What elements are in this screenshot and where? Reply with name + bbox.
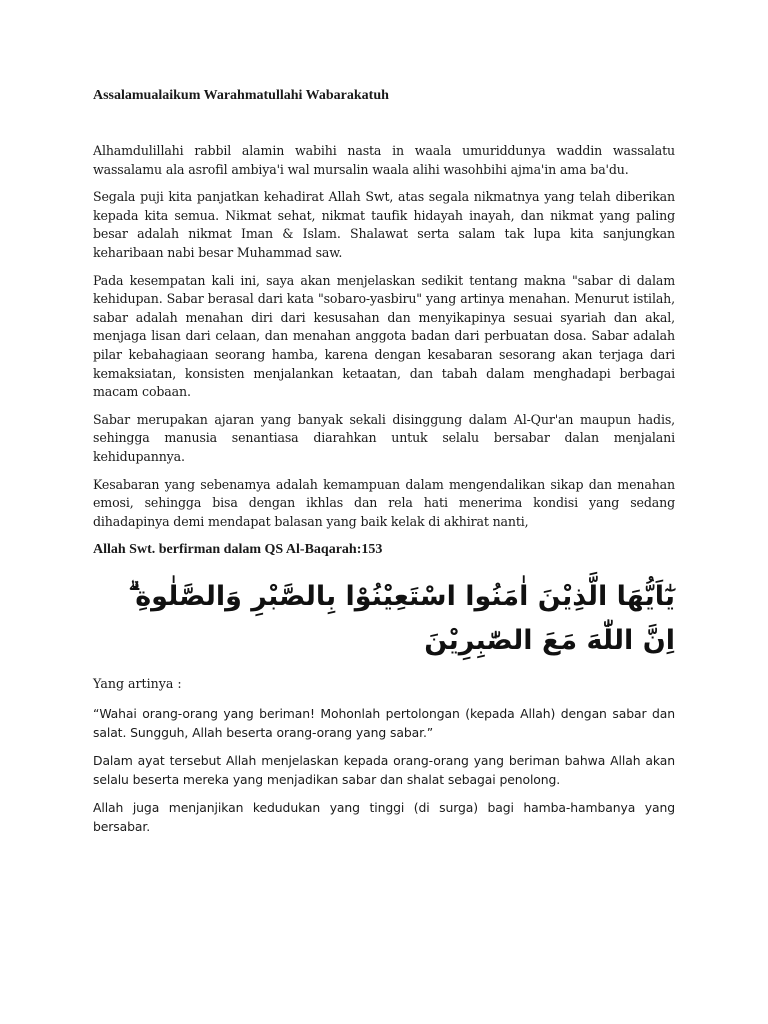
greeting-heading: Assalamualaikum Warahmatullahi Wabarakatuh: [93, 88, 389, 103]
explanation-paragraph: Dalam ayat tersebut Allah menjelaskan kepada orang-orang yang beriman bahwa Allah akan selalu beserta mereka yang menjadikan sabar dan shalat sebagai penolong.: [93, 752, 675, 787]
meaning-label: Yang artinya :: [93, 676, 182, 692]
quran-hadith-paragraph: Sabar merupakan ajaran yang banyak sekali disinggung dalam Al-Qur'an maupun hadis, sehingga manusia senantiasa diarahkan untuk selalu bersabar dalan menjalani kehidupannya.: [93, 411, 675, 464]
patience-definition-paragraph: Pada kesempatan kali ini, saya akan menjelaskan sedikit tentang makna "sabar di dalam kehidupan. Sabar berasal dari kata "sobaro-yasbiru" yang artinya menahan. Menurut istilah, sabar adalah menahan diri dari kesusahan dan menyikapinya sesuai syariah dan akal, menjaga lisan dari celaan, dan menahan anggota badan dari perbuatan dosa. Sabar adalah pilar kebahagiaan seorang hamba, karena dengan kesabaran sesorang akan terjaga dari kemaksiatan, konsisten menjalankan ketaatan, dan tabah dalam menghadapi berbagai macam cobaan.: [93, 272, 675, 400]
verse-translation: “Wahai orang-orang yang beriman! Mohonlah pertolongan (kepada Allah) dengan sabar dan salat. Sungguh, Allah beserta orang-orang yang sabar.”: [93, 705, 675, 740]
document-page: [93, 86, 675, 845]
verse-heading: Allah Swt. berfirman dalam QS Al-Baqarah:153: [93, 542, 383, 558]
opening-paragraph: Alhamdulillahi rabbil alamin wabihi nasta in waala umuriddunya waddin wassalatu wassalamu ala asrofil ambiya'i wal mursalin waala alihi wasohbihi ajma'in ama ba'du.: [93, 143, 675, 177]
arabic-verse: يٰٓاَيُّهَا الَّذِيْنَ اٰمَنُوا اسْتَعِيْنُوْا بِالصَّبْرِ وَالصَّلٰوةِ ۗ اِنَّ اللّٰهَ مَعَ الصّٰبِرِيْنَ: [128, 581, 675, 657]
praise-paragraph: Segala puji kita panjatkan kehadirat Allah Swt, atas segala nikmatnya yang telah diberikan kepada kita semua. Nikmat sehat, nikmat taufik hidayah inayah, dan nikmat yang paling besar adalah nikmat Iman & Islam. Shalawat serta salam tak lupa kita sanjungkan keharibaan nabi besar Muhammad saw.: [93, 189, 675, 260]
true-patience-paragraph: Kesabaran yang sebenamya adalah kemampuan dalam mengendalikan sikap dan menahan emosi, sehingga bisa dengan ikhlas dan rela hati menerima kondisi yang sedang dihadapinya demi mendapat balasan yang baik kelak di akhirat nanti,: [93, 476, 675, 529]
promise-paragraph: Allah juga menjanjikan kedudukan yang tinggi (di surga) bagi hamba-hambanya yang bersabar.: [93, 799, 675, 834]
